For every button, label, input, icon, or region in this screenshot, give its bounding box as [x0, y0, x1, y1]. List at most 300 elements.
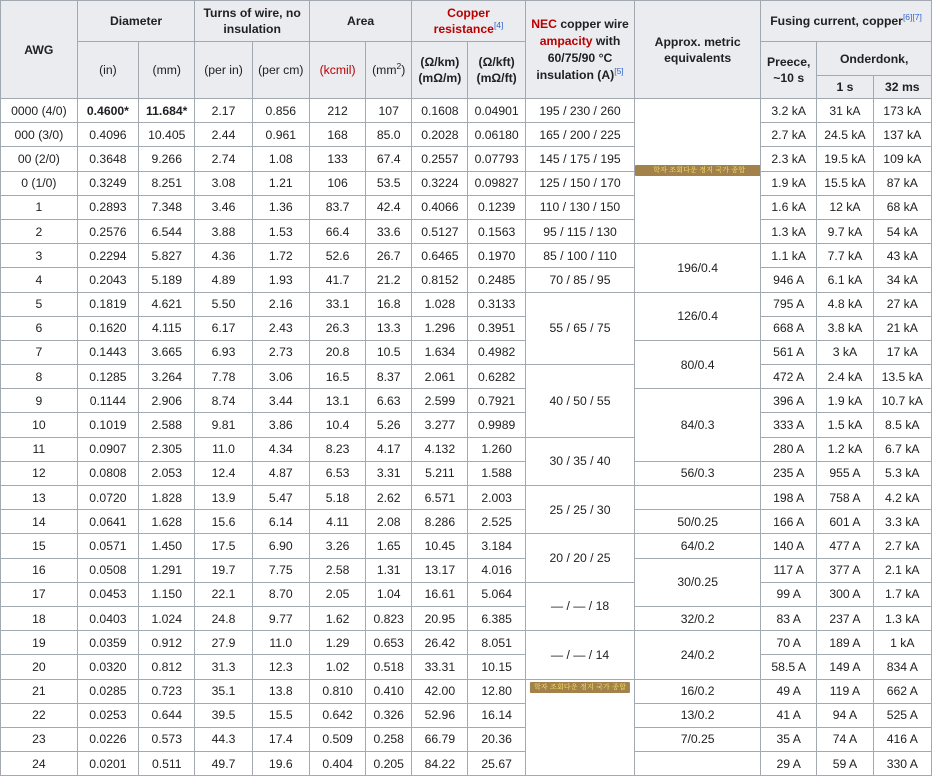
cell-diameter-in: 0.4600*: [77, 99, 138, 123]
cell-awg: 22: [1, 703, 78, 727]
cell-onderdonk-1s: 24.5 kA: [817, 123, 873, 147]
cell-onderdonk-32ms: 17 kA: [873, 340, 931, 364]
table-row: [1, 727, 932, 751]
cell-nec-ampacity: 145 / 175 / 195: [525, 147, 634, 171]
cell-kcmil: 1.02: [309, 655, 365, 679]
cell-nec-ampacity: 125 / 150 / 170: [525, 171, 634, 195]
cell-ohm-km: 0.2028: [412, 123, 468, 147]
cell-per-in: 15.6: [195, 510, 252, 534]
cell-preece: 1.9 kA: [761, 171, 817, 195]
header-mm2: $(mm^2)$: [366, 42, 412, 99]
cell-diameter-mm: 1.828: [139, 486, 195, 510]
cell-per-cm: 0.961: [252, 123, 309, 147]
cell-diameter-in: 0.0226: [77, 727, 138, 751]
cell-mm2: 4.17: [366, 437, 412, 461]
table-row: [1, 655, 932, 679]
cell-diameter-in: 0.3249: [77, 171, 138, 195]
cell-awg: 8: [1, 365, 78, 389]
cell-per-in: 3.46: [195, 195, 252, 219]
cell-awg: 6: [1, 316, 78, 340]
cell-mm2: 13.3: [366, 316, 412, 340]
cell-diameter-mm: 2.053: [139, 461, 195, 485]
cell-onderdonk-32ms: 1.7 kA: [873, 582, 931, 606]
cell-awg: 9: [1, 389, 78, 413]
cell-onderdonk-32ms: 1.3 kA: [873, 606, 931, 630]
cell-diameter-in: 0.2576: [77, 219, 138, 243]
cell-per-cm: 11.0: [252, 631, 309, 655]
cell-mm2: 0.258: [366, 727, 412, 751]
cell-diameter-in: 0.0571: [77, 534, 138, 558]
table-row: [1, 147, 932, 171]
ref-6-7[interactable]: [6][7]: [902, 11, 922, 22]
cell-nec-ampacity: 70 / 85 / 95: [525, 268, 634, 292]
cell-preece: 117 A: [761, 558, 817, 582]
cell-kcmil: 13.1: [309, 389, 365, 413]
cell-nec-ampacity: 95 / 115 / 130: [525, 219, 634, 243]
cell-ohm-km: 10.45: [412, 534, 468, 558]
cell-per-cm: 2.43: [252, 316, 309, 340]
cell-mm2: 85.0: [366, 123, 412, 147]
header-in: (in): [77, 42, 138, 99]
cell-ohm-km: 0.4066: [412, 195, 468, 219]
cell-kcmil: 133: [309, 147, 365, 171]
table-row: [1, 679, 932, 703]
overlay-badge: 학자 조회다운 정지 국가 종합: [635, 165, 760, 176]
cell-onderdonk-32ms: 43 kA: [873, 244, 931, 268]
cell-diameter-in: 0.0641: [77, 510, 138, 534]
cell-onderdonk-1s: 74 A: [817, 727, 873, 751]
cell-preece: 166 A: [761, 510, 817, 534]
cell-awg: 23: [1, 727, 78, 751]
table-row: [1, 99, 932, 123]
cell-per-cm: 1.21: [252, 171, 309, 195]
cell-kcmil: 4.11: [309, 510, 365, 534]
cell-onderdonk-32ms: 5.3 kA: [873, 461, 931, 485]
cell-per-cm: 3.86: [252, 413, 309, 437]
header-mm: (mm): [139, 42, 195, 99]
cell-per-cm: 13.8: [252, 679, 309, 703]
cell-diameter-in: 0.0320: [77, 655, 138, 679]
cell-per-cm: 4.34: [252, 437, 309, 461]
cell-ohm-kft: 2.003: [468, 486, 525, 510]
cell-onderdonk-1s: 955 A: [817, 461, 873, 485]
cell-onderdonk-32ms: 21 kA: [873, 316, 931, 340]
cell-diameter-in: 0.0253: [77, 703, 138, 727]
cell-diameter-mm: 0.912: [139, 631, 195, 655]
cell-ohm-kft: 0.1970: [468, 244, 525, 268]
cell-kcmil: 0.509: [309, 727, 365, 751]
cell-kcmil: 83.7: [309, 195, 365, 219]
cell-ohm-kft: 0.09827: [468, 171, 525, 195]
header-nec: NEC copper wire ampacity with 60/75/90 °C insulation (A)[5]: [525, 1, 634, 99]
cell-awg: 18: [1, 606, 78, 630]
table-row: [1, 510, 932, 534]
cell-preece: 2.7 kA: [761, 123, 817, 147]
cell-awg: 20: [1, 655, 78, 679]
cell-preece: 1.3 kA: [761, 219, 817, 243]
cell-ohm-km: 66.79: [412, 727, 468, 751]
cell-preece: 472 A: [761, 365, 817, 389]
cell-per-cm: 8.70: [252, 582, 309, 606]
cell-metric-equivalent: 13/0.2: [635, 703, 761, 727]
cell-diameter-mm: 6.544: [139, 219, 195, 243]
table-row: [1, 606, 932, 630]
cell-onderdonk-1s: 1.5 kA: [817, 413, 873, 437]
cell-per-cm: 6.90: [252, 534, 309, 558]
cell-preece: 795 A: [761, 292, 817, 316]
cell-ohm-km: 8.286: [412, 510, 468, 534]
table-row: [1, 486, 932, 510]
cell-awg: 1: [1, 195, 78, 219]
cell-kcmil: 0.810: [309, 679, 365, 703]
cell-preece: 70 A: [761, 631, 817, 655]
cell-metric-equivalent: 16/0.2: [635, 679, 761, 703]
cell-diameter-mm: 1.024: [139, 606, 195, 630]
cell-per-in: 4.89: [195, 268, 252, 292]
cell-per-cm: 3.44: [252, 389, 309, 413]
cell-metric-equivalent: 84/0.3: [635, 389, 761, 462]
cell-onderdonk-32ms: 27 kA: [873, 292, 931, 316]
cell-per-in: 13.9: [195, 486, 252, 510]
table-row: [1, 268, 932, 292]
cell-metric-equivalent: 64/0.2: [635, 534, 761, 558]
cell-mm2: 1.65: [366, 534, 412, 558]
cell-ohm-km: 0.8152: [412, 268, 468, 292]
cell-per-cm: 1.53: [252, 219, 309, 243]
cell-diameter-in: 0.0907: [77, 437, 138, 461]
cell-mm2: 107: [366, 99, 412, 123]
cell-kcmil: 10.4: [309, 413, 365, 437]
cell-ohm-kft: 0.04901: [468, 99, 525, 123]
cell-awg: 3: [1, 244, 78, 268]
cell-diameter-in: 0.0808: [77, 461, 138, 485]
cell-ohm-kft: 0.2485: [468, 268, 525, 292]
cell-kcmil: 212: [309, 99, 365, 123]
table-row: [1, 437, 932, 461]
cell-mm2: 5.26: [366, 413, 412, 437]
cell-metric-equivalent: 196/0.4: [635, 244, 761, 292]
cell-metric-equivalent: 50/0.25: [635, 510, 761, 534]
cell-kcmil: 33.1: [309, 292, 365, 316]
cell-ohm-km: 1.028: [412, 292, 468, 316]
cell-onderdonk-1s: 149 A: [817, 655, 873, 679]
cell-metric-equivalent: 7/0.25: [635, 727, 761, 751]
cell-per-cm: 1.36: [252, 195, 309, 219]
cell-mm2: 0.823: [366, 606, 412, 630]
nec-link[interactable]: NEC: [531, 16, 557, 31]
cell-per-cm: 12.3: [252, 655, 309, 679]
cell-diameter-mm: 0.723: [139, 679, 195, 703]
cell-ohm-kft: 25.67: [468, 752, 525, 776]
cell-ohm-km: 3.277: [412, 413, 468, 437]
cell-awg: 24: [1, 752, 78, 776]
cell-ohm-km: 52.96: [412, 703, 468, 727]
cell-ohm-km: 1.296: [412, 316, 468, 340]
cell-ohm-kft: 8.051: [468, 631, 525, 655]
cell-ohm-kft: 0.9989: [468, 413, 525, 437]
cell-preece: 1.1 kA: [761, 244, 817, 268]
table-row: [1, 171, 932, 195]
cell-mm2: 0.410: [366, 679, 412, 703]
cell-kcmil: 8.23: [309, 437, 365, 461]
cell-per-cm: 0.856: [252, 99, 309, 123]
cell-diameter-mm: 1.450: [139, 534, 195, 558]
table-row: [1, 413, 932, 437]
cell-onderdonk-32ms: 2.7 kA: [873, 534, 931, 558]
cell-per-cm: 3.06: [252, 365, 309, 389]
table-row: [1, 558, 932, 582]
cell-kcmil: 2.58: [309, 558, 365, 582]
cell-diameter-mm: 1.291: [139, 558, 195, 582]
cell-diameter-in: 0.0720: [77, 486, 138, 510]
cell-per-cm: 19.6: [252, 752, 309, 776]
cell-per-in: 11.0: [195, 437, 252, 461]
cell-mm2: 1.04: [366, 582, 412, 606]
cell-nec-ampacity: 85 / 100 / 110: [525, 244, 634, 268]
header-onderdonk: Onderdonk,: [817, 42, 932, 76]
cell-ohm-km: 84.22: [412, 752, 468, 776]
cell-diameter-mm: 0.812: [139, 655, 195, 679]
cell-metric-equivalent: [635, 752, 761, 776]
cell-per-cm: 6.14: [252, 510, 309, 534]
cell-diameter-mm: 10.405: [139, 123, 195, 147]
table-row: [1, 389, 932, 413]
cell-metric-equivalent: 30/0.25: [635, 558, 761, 606]
cell-per-cm: 5.47: [252, 486, 309, 510]
cell-ohm-kft: 4.016: [468, 558, 525, 582]
cell-awg: 14: [1, 510, 78, 534]
cell-kcmil: 1.29: [309, 631, 365, 655]
header-copper-resistance: [412, 1, 526, 42]
cell-kcmil: 16.5: [309, 365, 365, 389]
cell-ohm-km: 0.2557: [412, 147, 468, 171]
cell-awg: 13: [1, 486, 78, 510]
cell-diameter-in: 0.1144: [77, 389, 138, 413]
cell-per-in: 44.3: [195, 727, 252, 751]
cell-per-in: 5.50: [195, 292, 252, 316]
cell-preece: 2.3 kA: [761, 147, 817, 171]
cell-kcmil: 6.53: [309, 461, 365, 485]
cell-ohm-kft: 2.525: [468, 510, 525, 534]
cell-per-cm: 2.16: [252, 292, 309, 316]
cell-nec-ampacity: 165 / 200 / 225: [525, 123, 634, 147]
cell-onderdonk-32ms: 13.5 kA: [873, 365, 931, 389]
cell-onderdonk-1s: 601 A: [817, 510, 873, 534]
ref-5[interactable]: [5]: [614, 65, 624, 76]
cell-preece: 29 A: [761, 752, 817, 776]
header-diameter: Diameter: [77, 1, 195, 42]
cell-preece: 280 A: [761, 437, 817, 461]
cell-awg: 2: [1, 219, 78, 243]
cell-onderdonk-32ms: 6.7 kA: [873, 437, 931, 461]
cell-kcmil: 0.404: [309, 752, 365, 776]
cell-onderdonk-1s: 9.7 kA: [817, 219, 873, 243]
table-row: [1, 752, 932, 776]
cell-awg: 16: [1, 558, 78, 582]
cell-metric-equivalent: 126/0.4: [635, 292, 761, 340]
cell-preece: 946 A: [761, 268, 817, 292]
cell-nec-ampacity: 195 / 230 / 260: [525, 99, 634, 123]
cell-onderdonk-32ms: 87 kA: [873, 171, 931, 195]
cell-per-in: 8.74: [195, 389, 252, 413]
cell-ohm-kft: 16.14: [468, 703, 525, 727]
cell-per-in: 49.7: [195, 752, 252, 776]
cell-onderdonk-32ms: 8.5 kA: [873, 413, 931, 437]
header-32ms: 32 ms: [873, 76, 931, 99]
header-ohm-km: (Ω/km) (mΩ/m): [412, 42, 468, 99]
header-per-in: (per in): [195, 42, 252, 99]
header-preece: Preece, ~10 s: [761, 42, 817, 99]
cell-nec-ampacity: 40 / 50 / 55: [525, 365, 634, 438]
cell-per-in: 3.08: [195, 171, 252, 195]
cell-ohm-km: 0.1608: [412, 99, 468, 123]
cell-onderdonk-1s: 94 A: [817, 703, 873, 727]
cell-onderdonk-1s: 189 A: [817, 631, 873, 655]
table-row: [1, 316, 932, 340]
cell-diameter-in: 0.2294: [77, 244, 138, 268]
header-fusing: Fusing current, copper[6][7]: [761, 1, 932, 42]
cell-per-in: 27.9: [195, 631, 252, 655]
cell-kcmil: 26.3: [309, 316, 365, 340]
cell-kcmil: 41.7: [309, 268, 365, 292]
copper-resistance-link[interactable]: Copper resistance: [433, 6, 494, 36]
cell-mm2: 21.2: [366, 268, 412, 292]
cell-diameter-in: 0.1019: [77, 413, 138, 437]
cell-diameter-mm: 4.115: [139, 316, 195, 340]
cell-onderdonk-32ms: 330 A: [873, 752, 931, 776]
cell-mm2: 3.31: [366, 461, 412, 485]
cell-preece: 396 A: [761, 389, 817, 413]
cell-per-in: 9.81: [195, 413, 252, 437]
cell-diameter-in: 0.3648: [77, 147, 138, 171]
cell-onderdonk-32ms: 54 kA: [873, 219, 931, 243]
cell-mm2: 2.08: [366, 510, 412, 534]
ampacity-link[interactable]: ampacity: [539, 33, 593, 48]
cell-ohm-km: 42.00: [412, 679, 468, 703]
cell-mm2: 42.4: [366, 195, 412, 219]
cell-diameter-in: 0.0285: [77, 679, 138, 703]
cell-ohm-km: 20.95: [412, 606, 468, 630]
overlay-badge: 학자 조회다운 정지 국가 종합: [530, 682, 630, 693]
cell-diameter-mm: 2.906: [139, 389, 195, 413]
cell-onderdonk-1s: 4.8 kA: [817, 292, 873, 316]
cell-onderdonk-32ms: 137 kA: [873, 123, 931, 147]
cell-per-cm: 1.72: [252, 244, 309, 268]
cell-diameter-mm: 2.305: [139, 437, 195, 461]
cell-onderdonk-1s: 6.1 kA: [817, 268, 873, 292]
cell-onderdonk-1s: 19.5 kA: [817, 147, 873, 171]
cell-diameter-mm: 5.189: [139, 268, 195, 292]
cell-nec-ampacity: 30 / 35 / 40: [525, 437, 634, 485]
cell-per-in: 6.17: [195, 316, 252, 340]
cell-ohm-km: 33.31: [412, 655, 468, 679]
table-row: [1, 461, 932, 485]
table-row: [1, 292, 932, 316]
cell-preece: 333 A: [761, 413, 817, 437]
cell-onderdonk-1s: 2.4 kA: [817, 365, 873, 389]
cell-diameter-in: 0.1819: [77, 292, 138, 316]
cell-ohm-km: 2.061: [412, 365, 468, 389]
cell-mm2: 10.5: [366, 340, 412, 364]
cell-diameter-in: 0.0359: [77, 631, 138, 655]
cell-ohm-kft: 0.6282: [468, 365, 525, 389]
cell-onderdonk-32ms: 2.1 kA: [873, 558, 931, 582]
cell-onderdonk-32ms: 834 A: [873, 655, 931, 679]
kcmil-link[interactable]: (kcmil): [319, 63, 356, 77]
cell-per-cm: 15.5: [252, 703, 309, 727]
cell-metric-equivalent: [635, 486, 761, 510]
table-row: [1, 703, 932, 727]
cell-preece: 235 A: [761, 461, 817, 485]
cell-preece: 668 A: [761, 316, 817, 340]
cell-per-in: 7.78: [195, 365, 252, 389]
cell-mm2: 0.518: [366, 655, 412, 679]
cell-mm2: 2.62: [366, 486, 412, 510]
cell-onderdonk-1s: 477 A: [817, 534, 873, 558]
cell-awg: 7: [1, 340, 78, 364]
cell-onderdonk-32ms: 34 kA: [873, 268, 931, 292]
cell-ohm-km: 0.6465: [412, 244, 468, 268]
cell-awg: 5: [1, 292, 78, 316]
cell-mm2: 26.7: [366, 244, 412, 268]
cell-ohm-km: 6.571: [412, 486, 468, 510]
cell-ohm-km: 1.634: [412, 340, 468, 364]
cell-onderdonk-32ms: 3.3 kA: [873, 510, 931, 534]
cell-preece: 1.6 kA: [761, 195, 817, 219]
header-kcmil: [309, 42, 365, 99]
cell-onderdonk-32ms: 662 A: [873, 679, 931, 703]
cell-diameter-mm: 3.665: [139, 340, 195, 364]
cell-per-in: 2.74: [195, 147, 252, 171]
cell-metric-equivalent: 32/0.2: [635, 606, 761, 630]
cell-mm2: 8.37: [366, 365, 412, 389]
cell-mm2: 33.6: [366, 219, 412, 243]
table-row: [1, 631, 932, 655]
table-body: [1, 99, 932, 776]
cell-kcmil: 2.05: [309, 582, 365, 606]
table-row: [1, 365, 932, 389]
cell-ohm-kft: 0.7921: [468, 389, 525, 413]
cell-awg: 17: [1, 582, 78, 606]
cell-ohm-kft: 0.1563: [468, 219, 525, 243]
cell-per-in: 35.1: [195, 679, 252, 703]
cell-diameter-in: 0.0403: [77, 606, 138, 630]
cell-awg: 00 (2/0): [1, 147, 78, 171]
cell-mm2: 0.653: [366, 631, 412, 655]
cell-awg: 0000 (4/0): [1, 99, 78, 123]
cell-diameter-in: 0.0508: [77, 558, 138, 582]
cell-mm2: 0.205: [366, 752, 412, 776]
header-per-cm: (per cm): [252, 42, 309, 99]
cell-diameter-in: 0.2043: [77, 268, 138, 292]
cell-ohm-km: 13.17: [412, 558, 468, 582]
ref-4[interactable]: [4]: [493, 19, 504, 30]
cell-diameter-mm: 9.266: [139, 147, 195, 171]
cell-awg: 21: [1, 679, 78, 703]
cell-preece: 561 A: [761, 340, 817, 364]
cell-diameter-mm: 2.588: [139, 413, 195, 437]
cell-onderdonk-1s: 3 kA: [817, 340, 873, 364]
cell-per-cm: 17.4: [252, 727, 309, 751]
cell-preece: 83 A: [761, 606, 817, 630]
cell-ohm-km: 2.599: [412, 389, 468, 413]
cell-awg: 15: [1, 534, 78, 558]
cell-per-in: 12.4: [195, 461, 252, 485]
cell-preece: 35 A: [761, 727, 817, 751]
cell-mm2: 53.5: [366, 171, 412, 195]
cell-mm2: 0.326: [366, 703, 412, 727]
cell-preece: 41 A: [761, 703, 817, 727]
